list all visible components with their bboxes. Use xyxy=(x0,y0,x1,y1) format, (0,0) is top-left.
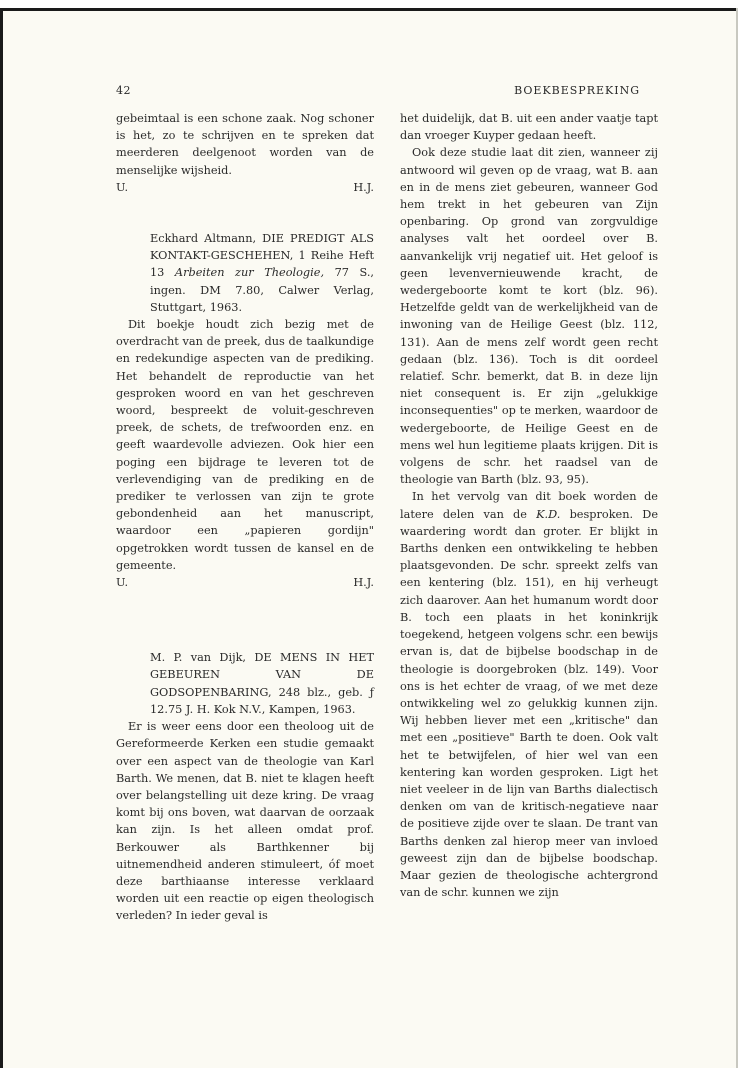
review-1-citation xyxy=(150,230,374,316)
page-number: 42 xyxy=(116,84,131,97)
review-1-body: Dit boekje houdt zich bezig met de overdracht van de preek, dus de taalkundige en redekundige aspecten van de prediking. Het behandelt de reproductie van het gesproken woord en van het geschreven woord, bespreekt de voluit-geschreven preek, de schets, de trefwoorden enz. en geeft waardevolle adviezen. Ook hier een poging een bijdrage te leveren tot de verlevendiging van de prediking en de prediker te verlossen van zijn te grote gebondenheid aan het manuscript, waardoor een „papieren gordijn" opgetrokken wordt tussen de kansel en de gemeente. xyxy=(116,318,374,572)
review-1-series-title: Arbeiten zur Theologie, xyxy=(174,266,325,280)
scan-edge-left xyxy=(0,8,3,1068)
opening-paragraph: gebeimtaal is een schone zaak. Nog schoner is het, zo te schrijven en te spreken dat meerderen deelgenoot worden van de menselijke wijsheid. xyxy=(116,112,374,177)
signature-1-initial: U. xyxy=(116,180,129,194)
signature-2-author: H.J. xyxy=(353,576,374,590)
right-paragraph-3-rest: besproken. De waardering wordt dan groter. Er blijkt in Barths denken een ontwikkeling te hebben plaatsgevonden. De schr. spreekt zelfs van een kentering (blz. 151), en hij verheugt zich daarover. Aan het humanum wordt door B. toch een plaats in het koninkrijk toegekend, hetgeen volgens schr. een bewijs ervan is, dat de bijbelse boodschap in de theologie is doorgebroken (blz. 149). Voor ons is het echter de vraag, of we met deze ontwikkeling wel zo gelukkig kunnen zijn. Wij hebben liever met een „kritische" dan met een „positieve" Barth te doen. Ook valt het te betwijfelen, of hier wel van een kentering kan worden gesproken. Ligt het niet veeleer in de lijn van Barths dialectisch denken om van de kritisch-negatieve naar de positieve zijde over te slaan. De trant van Barths denken zal hierop meer van invloed geweest zijn dan de bijbelse boodschap. Maar gezien de theologische achtergrond van de schr. kunnen we zijn xyxy=(400,507,659,900)
right-column xyxy=(400,110,658,901)
review-2-body: Er is weer eens door een theoloog uit de Gereformeerde Kerken een studie gemaakt over een aspect van de theologie van Karl Barth. We menen, dat B. niet te klagen heeft over belangstelling uit deze kring. De vraag komt bij ons boven, wat daarvan de oorzaak kan zijn. Is het alleen omdat prof. Berkouwer als Barthkenner bij uitnemendheid anderen stimuleert, óf moet deze barthiaanse interesse verklaard worden uit een reactie op eigen theologisch verleden? In ieder geval is xyxy=(116,720,374,923)
review-2-citation: M. P. van Dijk, DE MENS IN HET GEBEUREN VAN DE GODSOPENBARING, 248 blz., geb. ƒ 12.75 J. H. Kok N.V., Kampen, 1963. xyxy=(150,651,374,716)
kd-abbreviation: K.D. xyxy=(536,507,561,521)
left-column xyxy=(116,110,374,925)
signature-2 xyxy=(116,574,374,591)
signature-1 xyxy=(116,179,374,196)
signature-1-author: H.J. xyxy=(353,180,374,194)
right-paragraph-3 xyxy=(400,488,658,901)
spacer xyxy=(116,196,374,230)
spacer xyxy=(116,591,374,649)
right-paragraph-2: Ook deze studie laat dit zien, wanneer zij antwoord wil geven op de vraag, wat B. aan en in de mens ziet gebeuren, wanneer God hem trekt in het gebeuren van Zijn openbaring. Op grond van zorgvuldige analyses valt het oordeel over B. aanvankelijk vrij negatief uit. Het geloof is geen levenvernieuwende kracht, de wedergeboorte komt te kort (blz. 96). Hetzelfde geldt van de werkelijkheid van de inwoning van de Heilige Geest (blz. 112, 131). Aan de mens zelf wordt geen recht gedaan (blz. 136). Toch is dit oordeel relatief. Schr. bemerkt, dat B. in deze lijn niet consequent is. Er zijn „gelukkige inconsequenties" op te merken, waardoor de wedergeboorte, de Heilige Geest en de mens wel hun legitieme plaats krijgen. Dit is volgens de schr. het raadsel van de theologie van Barth (blz. 93, 95). xyxy=(400,146,658,487)
running-head: BOEKBESPREKING xyxy=(514,84,640,97)
page-header xyxy=(116,84,640,102)
right-paragraph-1: het duidelijk, dat B. uit een ander vaatje tapt dan vroeger Kuyper gedaan heeft. xyxy=(400,112,658,143)
scan-edge-top xyxy=(0,8,738,11)
page-top-margin xyxy=(0,0,738,8)
review-1-citation-text: Eckhard Altmann, DIE PREDIGT ALS KONTAKT-GESCHEHEN, 1 Reihe Heft 13 xyxy=(150,232,374,280)
signature-2-initial: U. xyxy=(116,576,129,590)
review-1-citation-publisher: 77 S., ingen. DM 7.80, Calwer Verlag, Stuttgart, 1963. xyxy=(150,266,375,314)
right-paragraph-3-start: In het vervolg van dit boek worden de latere delen van de xyxy=(400,490,658,521)
